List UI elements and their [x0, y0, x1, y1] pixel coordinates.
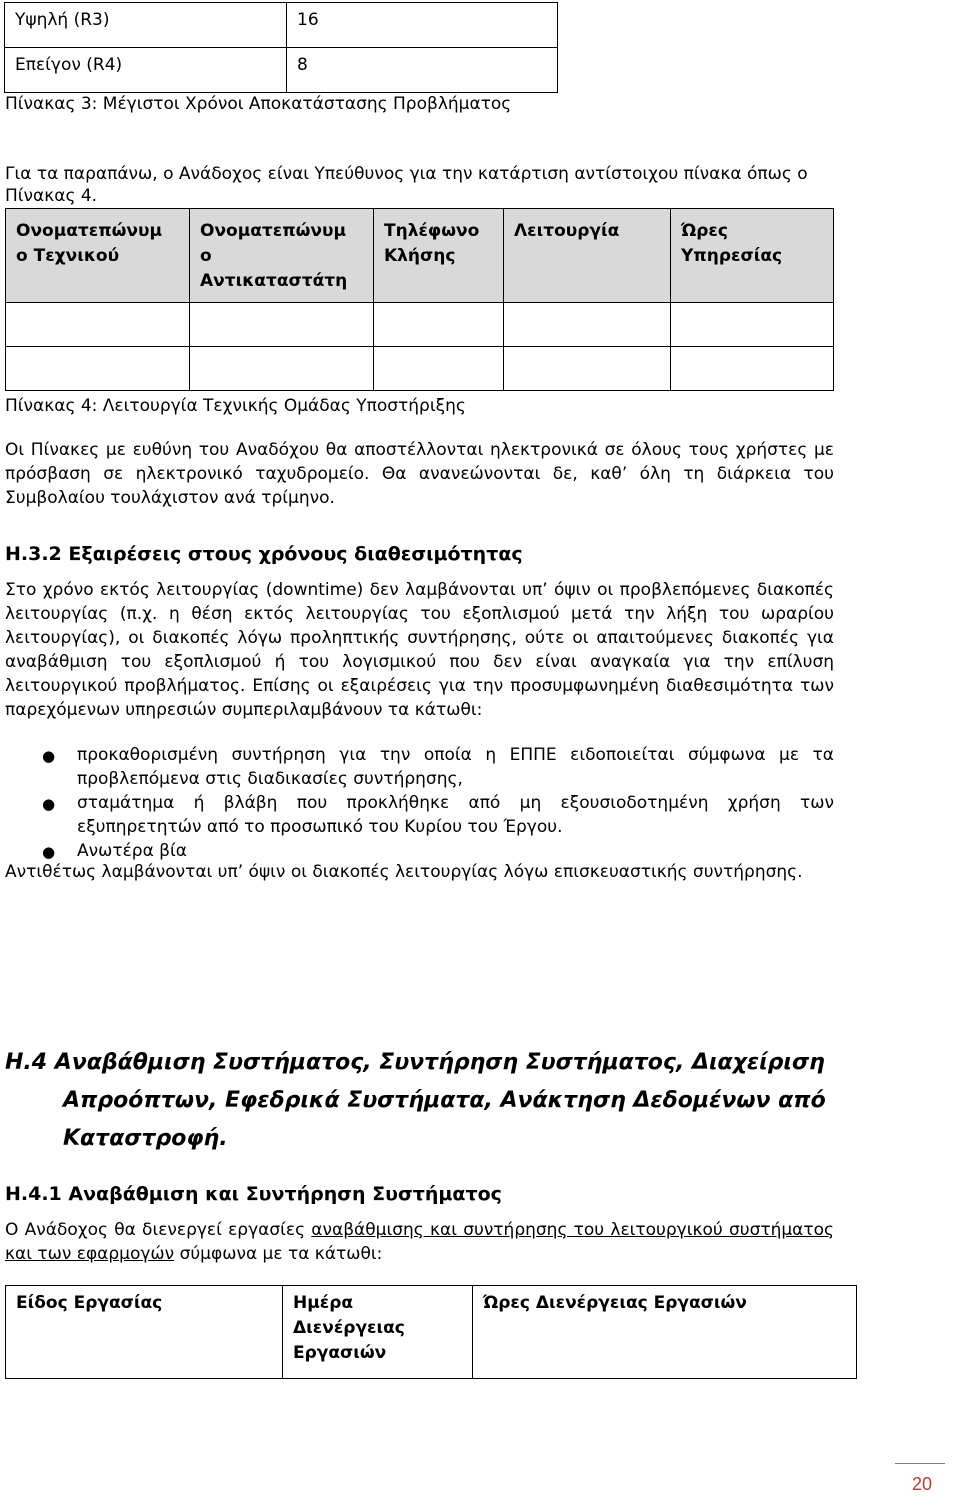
table-cell: [504, 347, 671, 391]
table-header-cell: Είδος Εργασίας: [6, 1286, 283, 1379]
paragraph-line: Για τα παραπάνω, ο Ανάδοχος είναι Υπεύθυνος για την κατάρτιση αντίστοιχου πίνακα όπως ο: [5, 164, 808, 184]
table-cell: [6, 347, 190, 391]
table-header-cell: Τηλέφωνο Κλήσης: [374, 209, 504, 303]
bullet-list: [5, 743, 834, 863]
heading-line: Η.4 Αναβάθμιση Συστήματος, Συντήρηση Συστήματος, Διαχείριση: [5, 1050, 825, 1075]
paragraph: Στο χρόνο εκτός λειτουργίας (downtime) δεν λαμβάνονται υπ’ όψιν οι προβλεπόμενες διακοπές λειτουργίας (π.χ. η θέση εκτός λειτουργίας του εξοπλισμού μετά την λήξη του ωραρίου λειτουργίας), οι διακοπές λόγω προληπτικής συντήρησης, ούτε οι απαιτούμενες διακοπές για αναβάθμιση του εξοπλισμού ή του λογισμικού που δεν είναι αναγκαία για την επίλυση λειτουργικού προβλήματος. Επίσης οι εξαιρέσεις για την προσυμφωνημένη διαθεσιμότητα των παρεχόμενων υπηρεσιών συμπεριλαμβάνουν τα κάτωθι:: [5, 580, 834, 720]
table-row: [5, 48, 558, 93]
table-cell: Υψηλή (R3): [5, 3, 287, 48]
table-row: [5, 3, 558, 48]
table-caption: Πίνακας 3: Μέγιστοι Χρόνοι Αποκατάστασης Προβλήματος: [5, 94, 512, 114]
table-cell: [671, 303, 834, 347]
list-item: [5, 743, 834, 791]
list-item: [5, 791, 834, 839]
table-header-cell: Ονοματεπώνυμ ο Αντικαταστάτη: [190, 209, 374, 303]
section-heading: Η.4.1 Αναβάθμιση και Συντήρηση Συστήματος: [5, 1183, 502, 1205]
table-cell: [6, 303, 190, 347]
table-header-cell: Ώρες Υπηρεσίας: [671, 209, 834, 303]
list-item: [5, 839, 834, 863]
priority-table: [4, 2, 558, 93]
page-number: 20: [912, 1474, 933, 1494]
table-cell: [190, 303, 374, 347]
table-header-cell: Ώρες Διενέργειας Εργασιών: [473, 1286, 857, 1379]
list-item-text: προκαθορισμένη συντήρηση για την οποία η ΕΠΠΕ ειδοποιείται σύμφωνα με τα προβλεπόμενα στις διαδικασίες συντήρησης,: [77, 745, 834, 789]
table-caption: Πίνακας 4: Λειτουργία Τεχνικής Ομάδας Υποστήριξης: [5, 396, 466, 416]
underlined-text: αναβάθμισης και συντήρησης του λειτουργικού συστήματος και των εφαρμογών: [5, 1220, 834, 1264]
table-cell: Επείγον (R4): [5, 48, 287, 93]
list-item-text: Ανωτέρα βία: [77, 841, 187, 861]
table-cell: [504, 303, 671, 347]
support-team-table: [5, 208, 834, 391]
bullet-icon: ●: [42, 843, 56, 861]
heading-line: Απροόπτων, Εφεδρικά Συστήματα, Ανάκτηση Δεδομένων από: [63, 1088, 826, 1113]
table-cell: [374, 347, 504, 391]
table-row: [6, 303, 834, 347]
table-header-row: [6, 1286, 857, 1379]
table-header-cell: Ημέρα Διενέργειας Εργασιών: [283, 1286, 473, 1379]
chapter-heading: [5, 1044, 905, 1158]
paragraph: Οι Πίνακες με ευθύνη του Αναδόχου θα αποστέλλονται ηλεκτρονικά σε όλους τους χρήστες με πρόσβαση σε ηλεκτρονικό ταχυδρομείο. Θα ανανεώνονται δε, καθ’ όλη τη διάρκεια του Συμβολαίου τουλάχιστον ανά τρίμηνο.: [5, 440, 834, 508]
paragraph-line: Πίνακας 4.: [5, 186, 98, 206]
footer-rule: [895, 1463, 945, 1464]
bullet-icon: ●: [42, 795, 56, 813]
table-cell: 16: [287, 3, 558, 48]
paragraph-text: σύμφωνα με τα κάτωθι:: [174, 1244, 383, 1264]
bullet-icon: ●: [42, 747, 56, 765]
paragraph-text: Ο Ανάδοχος θα διενεργεί εργασίες: [5, 1220, 312, 1240]
table-header-cell: Ονοματεπώνυμ ο Τεχνικού: [6, 209, 190, 303]
list-item-text: σταμάτημα ή βλάβη που προκλήθηκε από μη εξουσιοδοτημένη χρήση των εξυπηρετητών από το προσωπικό του Κυρίου του Έργου.: [77, 793, 834, 837]
section-heading: Η.3.2 Εξαιρέσεις στους χρόνους διαθεσιμότητας: [5, 543, 523, 565]
paragraph: Αντιθέτως λαμβάνονται υπ’ όψιν οι διακοπές λειτουργίας λόγω επισκευαστικής συντήρησης.: [5, 862, 803, 882]
heading-line: Καταστροφή.: [63, 1126, 228, 1151]
paragraph: [5, 1218, 834, 1266]
table-header-cell: Λειτουργία: [504, 209, 671, 303]
table-cell: [190, 347, 374, 391]
table-cell: [374, 303, 504, 347]
table-cell: 8: [287, 48, 558, 93]
table-header-row: [6, 209, 834, 303]
paragraph: [5, 163, 835, 207]
table-row: [6, 347, 834, 391]
maintenance-table: [5, 1285, 857, 1379]
table-cell: [671, 347, 834, 391]
